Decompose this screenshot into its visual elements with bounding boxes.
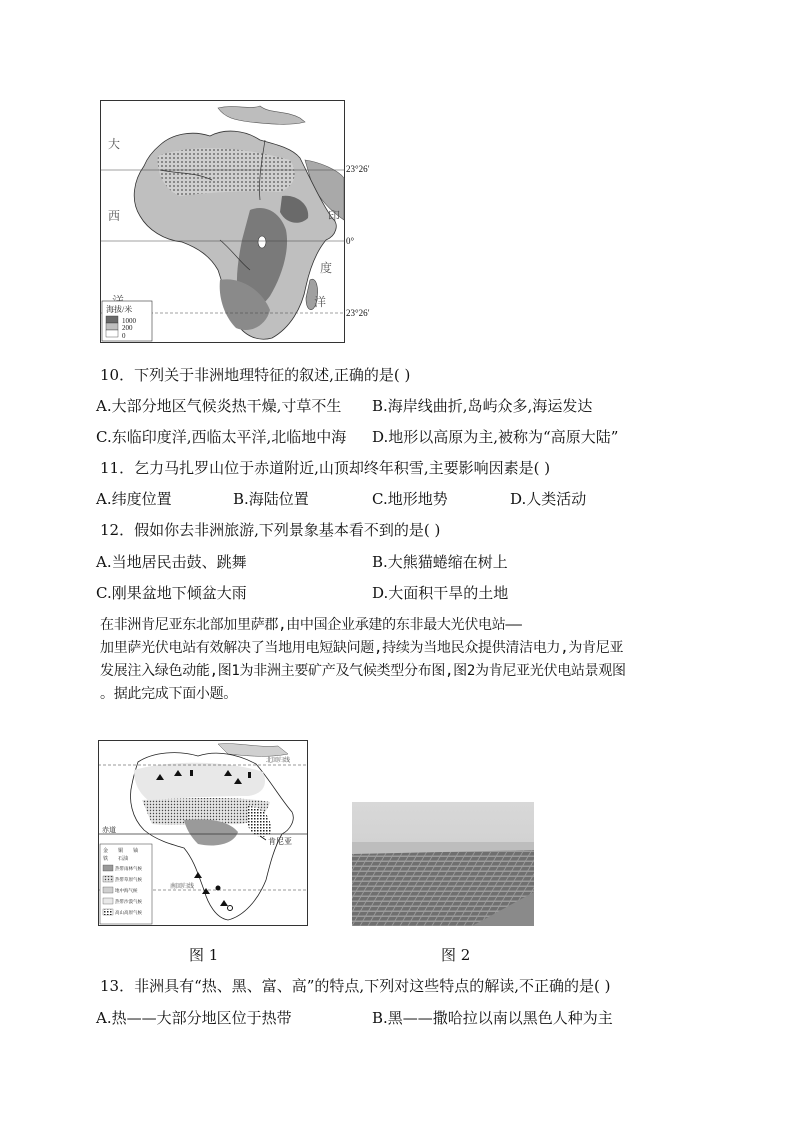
question-10-stem: 10．下列关于非洲地理特征的叙述,正确的是( ) bbox=[100, 366, 411, 384]
ocean-label-du: 度 bbox=[320, 261, 333, 275]
mineral-legend-iron: 铁 bbox=[103, 857, 109, 862]
ocean-label-da: 大 bbox=[108, 137, 121, 151]
climate-legend-rainforest: 热带雨林气候 bbox=[115, 866, 142, 871]
kenya-label: 肯尼亚 bbox=[268, 837, 292, 846]
legend-value-200: 200 bbox=[122, 324, 133, 332]
climate-legend-highland: 高山高原气候 bbox=[115, 910, 142, 915]
tropic-north-label: 北回归线 bbox=[266, 758, 291, 764]
question-11-option-d[interactable]: D.人类活动 bbox=[510, 490, 587, 508]
question-10-option-b[interactable]: B.海岸线曲折,岛屿众多,海运发达 bbox=[372, 397, 593, 415]
legend-title: 海拔/米 bbox=[106, 305, 133, 314]
ocean-label-yang2: 洋 bbox=[314, 295, 327, 309]
question-11-stem: 11．乞力马扎罗山位于赤道附近,山顶却终年积雪,主要影响因素是( ) bbox=[100, 459, 551, 477]
passage-line-4: 。据此完成下面小题。 bbox=[100, 686, 237, 702]
question-11-option-b[interactable]: B.海陆位置 bbox=[233, 490, 309, 508]
ocean-label-xi: 西 bbox=[108, 209, 121, 223]
question-12-stem: 12．假如你去非洲旅游,下列景象基本看不到的是( ) bbox=[100, 521, 441, 539]
question-12-option-d[interactable]: D.大面积干旱的土地 bbox=[372, 584, 509, 602]
passage-line-1: 在非洲肯尼亚东北部加里萨郡,由中国企业承建的东非最大光伏电站—— bbox=[100, 617, 522, 633]
legend-value-1000: 1000 bbox=[122, 317, 136, 325]
mineral-legend-uranium: 铀 bbox=[133, 849, 139, 854]
climate-map-svg bbox=[98, 740, 308, 926]
climate-legend bbox=[100, 844, 152, 924]
question-13-option-a[interactable]: A.热——大部分地区位于热带 bbox=[96, 1009, 292, 1027]
africa-climate-mineral-map bbox=[98, 740, 308, 926]
question-13-option-b[interactable]: B.黑——撒哈拉以南以黑色人种为主 bbox=[372, 1009, 613, 1027]
passage-line-3: 发展注入绿色动能,图1为非洲主要矿产及气候类型分布图,图2为肯尼亚光伏电站景观图 bbox=[100, 663, 626, 679]
elevation-legend bbox=[102, 301, 152, 341]
africa-terrain-map bbox=[100, 100, 345, 343]
legend-value-0: 0 bbox=[122, 332, 126, 340]
figure-2-caption: 图 2 bbox=[441, 946, 471, 964]
solar-photo-svg bbox=[352, 802, 534, 926]
question-10-option-c[interactable]: C.东临印度洋,西临太平洋,北临地中海 bbox=[96, 428, 347, 446]
question-11-option-c[interactable]: C.地形地势 bbox=[372, 490, 448, 508]
question-12-option-c[interactable]: C.刚果盆地下倾盆大雨 bbox=[96, 584, 247, 602]
tropic-south-label: 南回归线 bbox=[170, 884, 195, 890]
lat-label-equator: 0° bbox=[346, 236, 355, 246]
lat-label-north: 23°26′ bbox=[346, 164, 370, 174]
question-12-option-b[interactable]: B.大熊猫蜷缩在树上 bbox=[372, 553, 508, 571]
terrain-map-svg bbox=[100, 100, 345, 343]
mineral-legend-copper: 铜 bbox=[118, 849, 124, 854]
solar-plant-photo bbox=[352, 802, 534, 926]
question-13-stem: 13．非洲具有“热、黑、富、高”的特点,下列对这些特点的解读,不正确的是( ) bbox=[100, 977, 611, 995]
reading-passage bbox=[100, 614, 700, 706]
equator-label: 赤道 bbox=[102, 826, 116, 834]
question-10-option-d[interactable]: D.地形以高原为主,被称为“高原大陆” bbox=[372, 428, 619, 446]
passage-line-2: 加里萨光伏电站有效解决了当地用电短缺问题,持续为当地民众提供清洁电力,为肯尼亚 bbox=[100, 640, 624, 656]
climate-legend-desert: 热带沙漠气候 bbox=[115, 899, 142, 904]
mineral-legend-gold: 金 bbox=[103, 849, 109, 854]
lat-label-south: 23°26′ bbox=[346, 308, 370, 318]
desert-zone bbox=[134, 763, 265, 800]
ocean-label-yin: 印 bbox=[328, 209, 341, 223]
question-10-option-a[interactable]: A.大部分地区气候炎热干燥,寸草不生 bbox=[96, 397, 342, 415]
climate-legend-savanna: 热带草原气候 bbox=[115, 877, 142, 882]
question-12-option-a[interactable]: A.当地居民击鼓、跳舞 bbox=[96, 553, 247, 571]
figure-1-caption: 图 1 bbox=[189, 946, 219, 964]
climate-legend-mediterranean: 地中海气候 bbox=[115, 888, 138, 893]
question-11-option-a[interactable]: A.纬度位置 bbox=[96, 490, 172, 508]
mineral-legend-oil: 石油 bbox=[118, 857, 129, 862]
